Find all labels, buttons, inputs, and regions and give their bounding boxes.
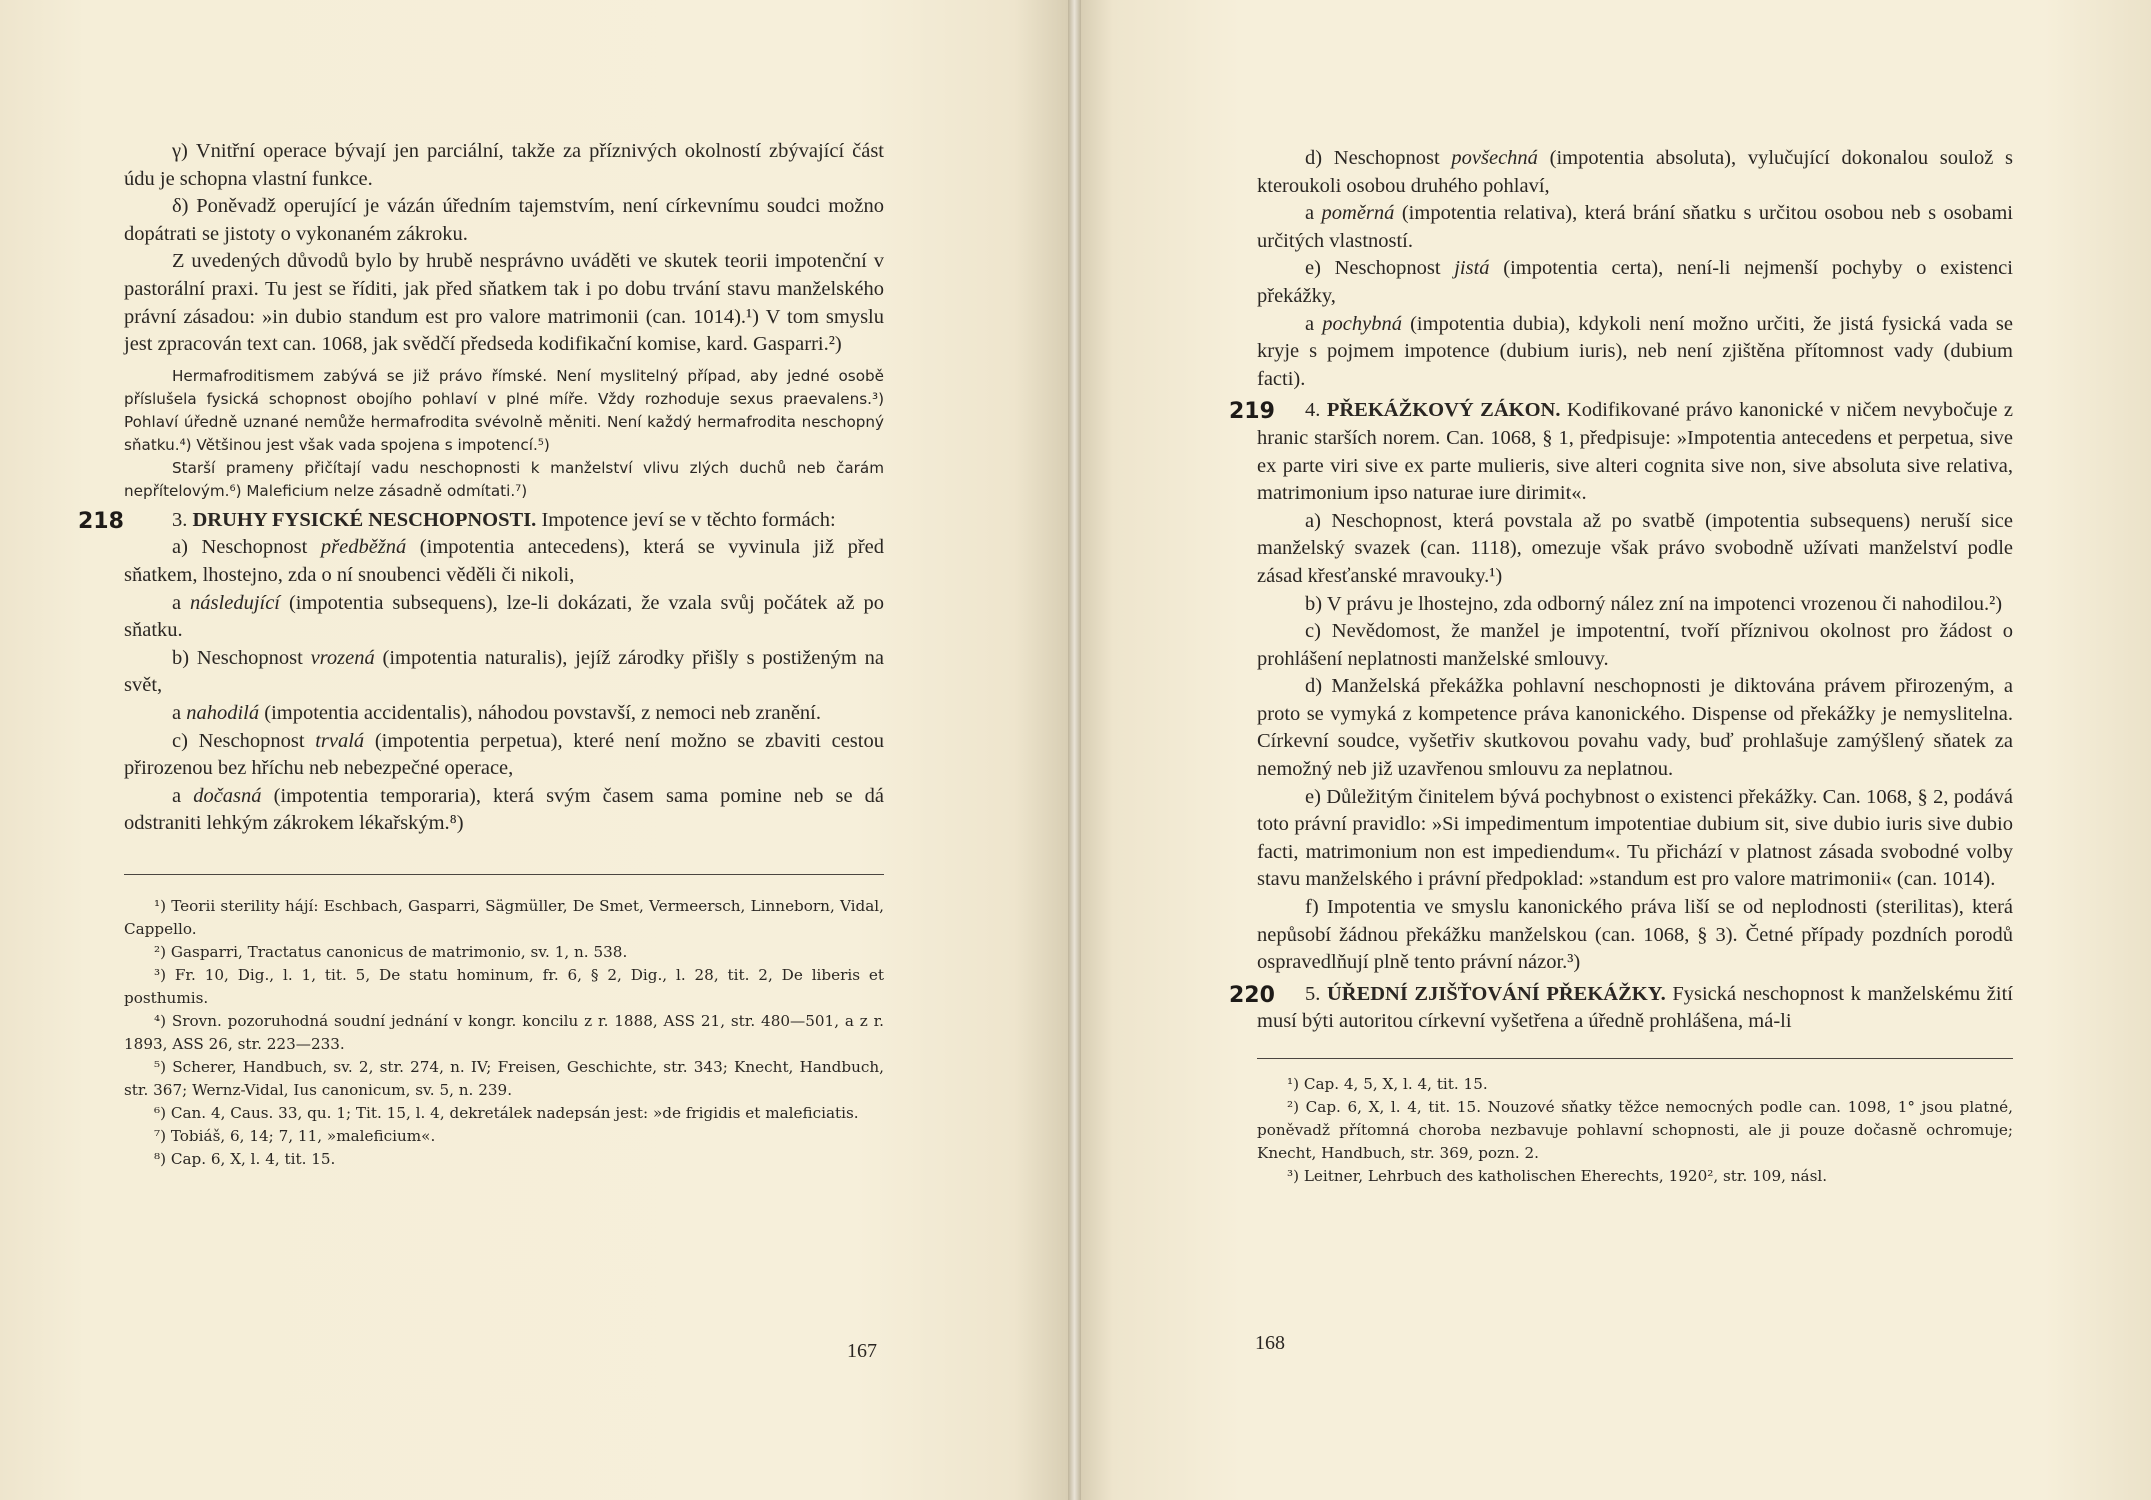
text-run: (impotentia relativa), která brání sňatku s určitou osobou neb s osobami určitých vlastností.	[1257, 202, 2013, 252]
paragraph-d1	[1257, 145, 2013, 200]
text-run: (impotentia accidentalis), náhodou povstavší, z nemoci neb zranění.	[259, 701, 821, 724]
text-run: a	[1305, 202, 1322, 225]
page-number-left: 167	[847, 1340, 877, 1362]
footnote-8: ⁸) Cap. 6, X, l. 4, tit. 15.	[154, 1149, 336, 1168]
paragraph-e2	[1257, 311, 2013, 394]
section-3-intro: Impotence jeví se v těchto formách:	[541, 508, 836, 531]
section-3-prefix: 3.	[172, 508, 188, 531]
paragraph-gamma: γ) Vnitřní operace bývají jen parciální, takže za příznivých okolností zbývající část údu je schopna vlastní funkce.	[124, 140, 884, 190]
text-run: (impotentia perpetua), které není možno se zbaviti cestou přirozenou bez hříchu neb nebezpečné operace,	[124, 729, 884, 780]
text-run: (impotentia certa), není-li nejmenší pochyby o existenci překážky,	[1257, 257, 2013, 307]
footnote-2: ²) Gasparri, Tractatus canonicus de matrimonio, sv. 1, n. 538.	[154, 942, 628, 961]
text-run: (impotentia temporaria), která svým časem sama pomine neb se dá odstraniti lehkým zákrokem lékařským.⁸)	[124, 784, 884, 835]
section-5-prefix: 5.	[1305, 982, 1321, 1005]
footnote-2: ²) Cap. 6, X, l. 4, tit. 15. Nouzové sňatky těžce nemocných podle can. 1098, 1° jsou platné, poněvadž přítomná choroba nezbavuje pohlavní schopnosti, ale ji pouze dočasně ochromuje; Knecht, Handbuch, str. 369, pozn. 2.	[1257, 1098, 2013, 1162]
footnote-rule	[1257, 1058, 2013, 1059]
section-3-heading	[78, 507, 884, 535]
text-run: a	[172, 701, 187, 724]
footnote-4: ⁴) Srovn. pozoruhodná soudní jednání v kongr. koncilu z r. 1888, ASS 21, str. 480—501, a z r. 1893, ASS 26, str. 223—233.	[124, 1011, 884, 1053]
emphasis: vrozená	[310, 646, 375, 669]
footnote-1: ¹) Teorii sterility hájí: Eschbach, Gasparri, Sägmüller, De Smet, Vermeersch, Linneborn, Vidal, Cappello.	[124, 896, 884, 938]
section-4-prefix: 4.	[1305, 399, 1321, 422]
paragraph-a1	[124, 534, 884, 589]
footnote-rule	[124, 874, 884, 875]
text-run: e) Neschopnost	[1305, 257, 1455, 280]
paragraph-rb: b) V právu je lhostejno, zda odborný nález zní na impotenci vrozenou či nahodilou.²)	[1305, 592, 2003, 615]
footnote-7: ⁷) Tobiáš, 6, 14; 7, 11, »maleficium«.	[154, 1126, 436, 1145]
paragraph-b1	[124, 645, 884, 700]
paragraph-b2	[124, 700, 884, 728]
footnote-3: ³) Fr. 10, Dig., l. 1, tit. 5, De statu hominum, fr. 6, § 2, Dig., l. 28, tit. 2, De liberis et posthumis.	[124, 965, 884, 1007]
text-run: a	[172, 784, 194, 807]
footnote-3: ³) Leitner, Lehrbuch des katholischen Eherechts, 1920², str. 109, násl.	[1287, 1167, 1828, 1185]
emphasis: následující	[190, 591, 281, 614]
small-print-hermaphroditism: Hermafroditismem zabývá se již právo římské. Není myslitelný případ, aby jedné osobě příslušela fysická schopnost obojího pohlaví v plné míře. Vždy rozhoduje sexus praevalens.³) Pohlaví úředně uznané nemůže hermafrodita svévolně měniti. Není každý hermafrodita neschopný sňatku.⁴) Většinou jest však vada spojena s impotencí.⁵)	[124, 366, 884, 454]
left-page	[0, 0, 1068, 1500]
paragraph-d2	[1257, 200, 2013, 255]
emphasis: dočasná	[193, 784, 262, 807]
section-4-heading	[1229, 397, 2014, 507]
text-run: a) Neschopnost	[172, 536, 321, 559]
text-run: (impotentia dubia), kdykoli není možno určiti, že jistá fysická vada se kryje s pojmem impotence (dubium iuris), neb není zjištěna přítomnost vady (dubium facti).	[1257, 312, 2013, 390]
emphasis: jistá	[1454, 257, 1490, 280]
section-4-title: PŘEKÁŽKOVÝ ZÁKON.	[1326, 399, 1561, 422]
text-run: (impotentia subsequens), lze-li dokázati, že vzala svůj počátek až po sňatku.	[124, 591, 884, 642]
text-run: (impotentia naturalis), jejíž zárodky přišly s postiženým na svět,	[124, 646, 884, 697]
paragraph-a2	[124, 590, 884, 645]
small-print-maleficium: Starší prameny přičítají vadu neschopnosti k manželství vlivu zlých duchů neb čarám nepřítelovým.⁶) Maleficium nelze zásadně odmítati.⁷)	[124, 458, 884, 500]
section-4-intro: Kodifikované právo kanonické v ničem nevybočuje z hranic starších norem. Can. 1068, § 1, předpisuje: »Impotentia antecedens et perpetua, sive ex parte viri sive ex parte mulieris, sive alteri cognita sive non, sive absoluta sive relativa, matrimonium ipso naturae iure dirimit«.	[1257, 399, 2014, 505]
book-gutter	[1068, 0, 1081, 1500]
paragraph-ra: a) Neschopnost, která povstala až po svatbě (impotentia subsequens) neruší sice manželský svazek (can. 1118), omezuje však právo svobodně užívati manželství podle zásad křesťanské mravouky.¹)	[1257, 509, 2013, 587]
emphasis: pochybná	[1322, 312, 1402, 335]
margin-number-220: 220	[1229, 982, 1275, 1008]
emphasis: trvalá	[315, 729, 365, 752]
paragraph-c2	[124, 783, 884, 838]
paragraph-e1	[1257, 255, 2013, 310]
footnote-1: ¹) Cap. 4, 5, X, l. 4, tit. 15.	[1287, 1075, 1488, 1093]
emphasis: nahodilá	[186, 701, 260, 724]
emphasis: předběžná	[320, 536, 407, 559]
text-run: d) Neschopnost	[1305, 147, 1452, 169]
margin-number-219: 219	[1229, 399, 1275, 425]
section-5-intro: Fysická neschopnost k manželskému žití musí býti autoritou církevní vyšetřena a úředně prohlášena, má-li	[1257, 982, 2013, 1033]
text-run: a	[1305, 312, 1323, 335]
right-page	[1081, 0, 2151, 1500]
footnote-5: ⁵) Scherer, Handbuch, sv. 2, str. 274, n. IV; Freisen, Geschichte, str. 343; Knecht, Handbuch, str. 367; Wernz-Vidal, Ius canonicum, sv. 5, n. 239.	[124, 1057, 884, 1099]
text-run: c) Neschopnost	[172, 729, 316, 752]
right-text-column	[1229, 145, 2014, 1188]
emphasis: povšechná	[1451, 147, 1538, 169]
margin-number-218: 218	[78, 508, 124, 534]
section-5-title: ÚŘEDNÍ ZJIŠŤOVÁNÍ PŘEKÁŽKY.	[1326, 982, 1666, 1005]
section-5-heading	[1229, 981, 2013, 1036]
text-run: b) Neschopnost	[172, 646, 311, 669]
section-3-title: DRUHY FYSICKÉ NESCHOPNOSTI.	[192, 508, 537, 531]
footnote-6: ⁶) Can. 4, Caus. 33, qu. 1; Tit. 15, l. 4, dekretálek nadepsán jest: »de frigidis et maleficiatis.	[154, 1103, 859, 1122]
paragraph-rd: d) Manželská překážka pohlavní neschopnosti je diktována právem přirozeným, a proto se vymyká z kompetence práva kanonického. Dispense od překážky je nemyslitelna. Církevní soudce, vyšetřiv skutkovou povahu vady, buď prohlašuje zamýšlený sňatek za nemožný neb již uzavřenou smlouvu za neplatnou.	[1257, 675, 2013, 781]
text-run: (impotentia antecedens), která se vyvinula již před sňatkem, lhostejno, zda o ní snoubenci věděli či nikoli,	[124, 536, 884, 586]
paragraph-conclusion: Z uvedených důvodů bylo by hrubě nesprávno uváděti ve skutek teorii impotenční v pastorální praxi. Tu jest se říditi, jak před sňatkem tak i po dobu trvání stavu manželského právní zásadou: »in dubio standum est pro valore matrimonii (can. 1014).¹) V tom smyslu jest zpracován text can. 1068, jak svědčí předseda kodifikační komise, kard. Gasparri.²)	[124, 250, 884, 356]
paragraph-rc: c) Nevědomost, že manžel je impotentní, tvoří příznivou okolnost pro žádost o prohlášení neplatnosti manželské smlouvy.	[1257, 620, 2013, 670]
paragraph-rf: f) Impotentia ve smyslu kanonického práva liší se od neplodnosti (sterilitas), která nepůsobí žádnou překážku manželskou (can. 1068, § 3). Četné případy pozdních porodů ospravedlňují plně tento právní názor.³)	[1257, 896, 2013, 974]
page-number-right: 168	[1255, 1332, 1285, 1354]
paragraph-delta: δ) Poněvadž operující je vázán úředním tajemstvím, není církevnímu soudci možno dopátrati se jistoty o vykonaném zákroku.	[124, 195, 884, 245]
text-run: (impotentia absoluta), vylučující dokonalou soulož s kteroukoli osobou druhého pohlaví,	[1257, 147, 2013, 197]
text-run: a	[172, 591, 191, 614]
paragraph-c1	[124, 728, 884, 783]
left-text-column	[78, 138, 884, 1171]
paragraph-re: e) Důležitým činitelem bývá pochybnost o existenci překážky. Can. 1068, § 2, podává toto právní pravidlo: »Si impedimentum impotentiae dubium sit, sive dubio iuris sive dubio facti, matrimonium non est impediendum«. Tu přichází v platnost zásada svobodné volby stavu manželského i právní předpoklad: »standum est pro valore matrimonii« (can. 1014).	[1257, 785, 2013, 891]
emphasis: poměrná	[1321, 202, 1395, 225]
